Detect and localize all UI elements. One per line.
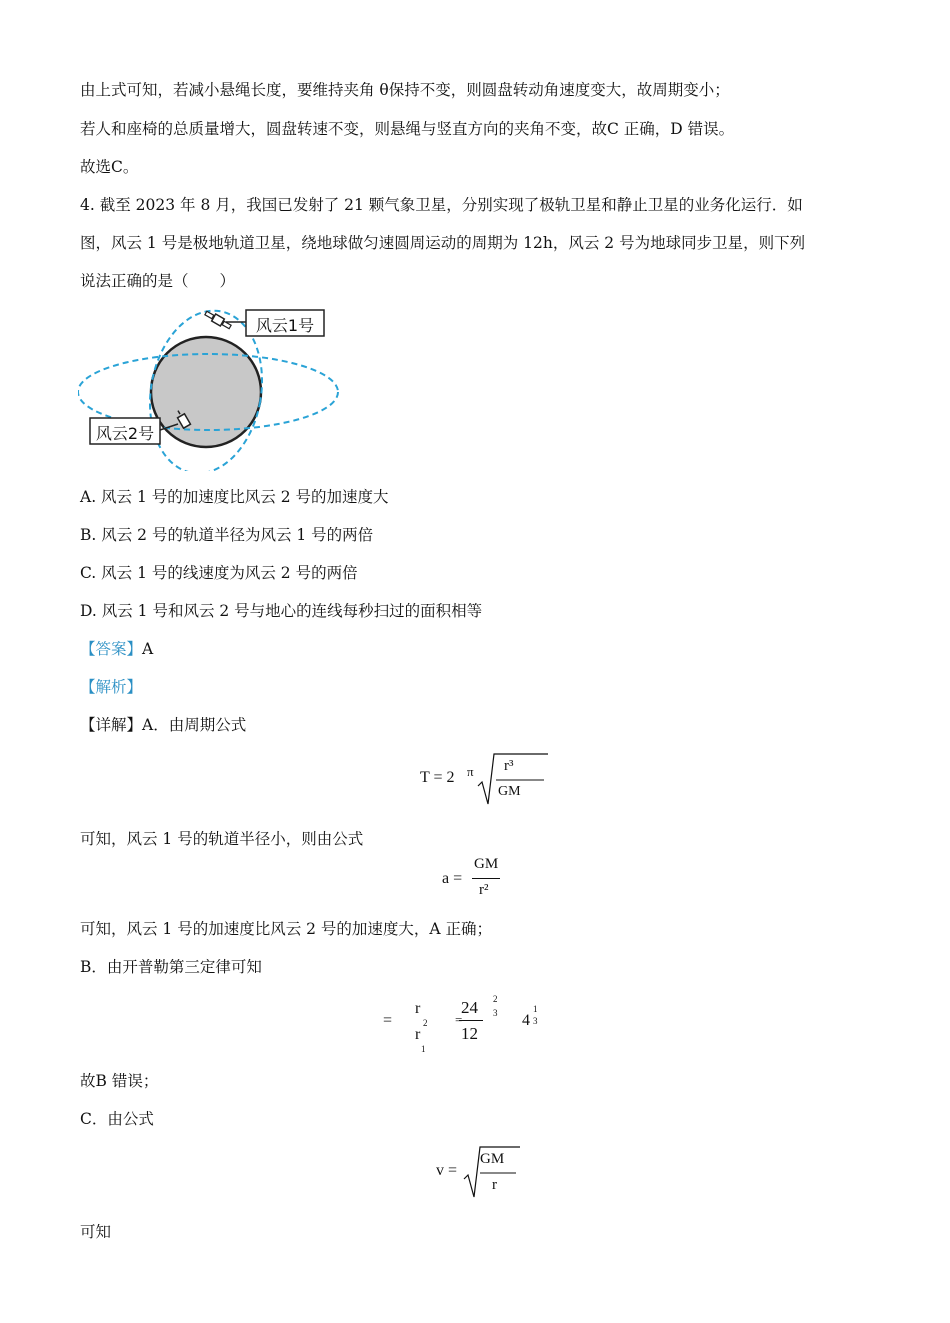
question-line-1: 4. 截至 2023 年 8 月，我国已发射了 21 颗气象卫星，分别实现了极轨卫星和静止卫星的业务化运行．如 bbox=[80, 196, 803, 214]
detail-line-5: 故B 错误； bbox=[80, 1072, 159, 1090]
kepler-r2: r bbox=[415, 1000, 421, 1017]
formula-velocity-den: r bbox=[492, 1177, 497, 1193]
detail-line-1 bbox=[80, 713, 246, 735]
detail-text-a: A．由周期公式 bbox=[142, 716, 247, 734]
kepler-eq2: = bbox=[455, 1012, 463, 1027]
option-c: C. 风云 1 号的线速度为风云 2 号的两倍 bbox=[80, 564, 358, 582]
answer-value: A bbox=[142, 640, 154, 658]
formula-period-den: GM bbox=[498, 784, 521, 799]
answer-tag: 【答案】 bbox=[80, 640, 143, 658]
formula-acceleration bbox=[442, 856, 522, 904]
kepler-exp-num: 2 bbox=[493, 994, 498, 1004]
satellite-2-label: 风云2号 bbox=[95, 424, 155, 443]
kepler-frac-den: 3 bbox=[533, 1016, 538, 1026]
formula-velocity-lhs: v = bbox=[436, 1162, 458, 1179]
formula-acceleration-lhs: a = bbox=[442, 870, 463, 887]
formula-velocity-num: GM bbox=[480, 1151, 505, 1167]
formula-velocity bbox=[436, 1145, 526, 1201]
kepler-r1: r bbox=[415, 1026, 421, 1043]
answer-line bbox=[80, 637, 153, 659]
kepler-den: 12 bbox=[461, 1024, 478, 1043]
kepler-r2-sub: 2 bbox=[423, 1018, 428, 1028]
analysis-label: 【解析】 bbox=[80, 678, 143, 696]
kepler-eq: = bbox=[383, 1012, 393, 1029]
option-d: D. 风云 1 号和风云 2 号与地心的连线每秒扫过的面积相等 bbox=[80, 602, 483, 620]
question-line-2: 图，风云 1 号是极地轨道卫星，绕地球做匀速圆周运动的周期为 12h，风云 2 号为地球同步卫星，则下列 bbox=[80, 234, 806, 252]
formula-acceleration-den: r² bbox=[479, 882, 489, 898]
text-line-1: 由上式可知，若减小悬绳长度，要维持夹角 θ保持不变，则圆盘转动角速度变大，故周期变小； bbox=[80, 81, 730, 99]
satellite-1-label: 风云1号 bbox=[255, 316, 315, 335]
option-b: B. 风云 2 号的轨道半径为风云 1 号的两倍 bbox=[80, 526, 374, 544]
analysis-tag bbox=[80, 675, 142, 697]
formula-kepler bbox=[383, 994, 553, 1056]
formula-period-num: r³ bbox=[504, 758, 514, 774]
formula-acceleration-num: GM bbox=[474, 856, 499, 872]
satellite-figure bbox=[78, 306, 348, 475]
text-line-3: 故选C。 bbox=[80, 158, 139, 176]
detail-line-4: B．由开普勒第三定律可知 bbox=[80, 958, 262, 976]
kepler-frac-num: 1 bbox=[533, 1004, 538, 1014]
kepler-num: 24 bbox=[461, 998, 478, 1017]
option-a: A. 风云 1 号的加速度比风云 2 号的加速度大 bbox=[80, 488, 389, 506]
detail-line-3: 可知，风云 1 号的加速度比风云 2 号的加速度大，A 正确； bbox=[80, 920, 493, 938]
question-line-3: 说法正确的是（ ） bbox=[80, 272, 236, 290]
formula-period-lhs: T = 2 bbox=[420, 769, 455, 786]
detail-line-6: C．由公式 bbox=[80, 1110, 154, 1128]
kepler-four: 4 bbox=[522, 1012, 530, 1029]
detail-line-2: 可知，风云 1 号的轨道半径小，则由公式 bbox=[80, 830, 364, 848]
formula-period-pi: π bbox=[467, 764, 474, 779]
kepler-r1-sub: 1 bbox=[421, 1044, 426, 1054]
kepler-exp-den: 3 bbox=[493, 1008, 498, 1018]
formula-period bbox=[420, 752, 540, 808]
text-line-2: 若人和座椅的总质量增大，圆盘转速不变，则悬绳与竖直方向的夹角不变，故C 正确，D 错误。 bbox=[80, 120, 735, 138]
detail-line-7: 可知 bbox=[80, 1223, 112, 1241]
detail-tag: 【详解】 bbox=[80, 716, 143, 734]
